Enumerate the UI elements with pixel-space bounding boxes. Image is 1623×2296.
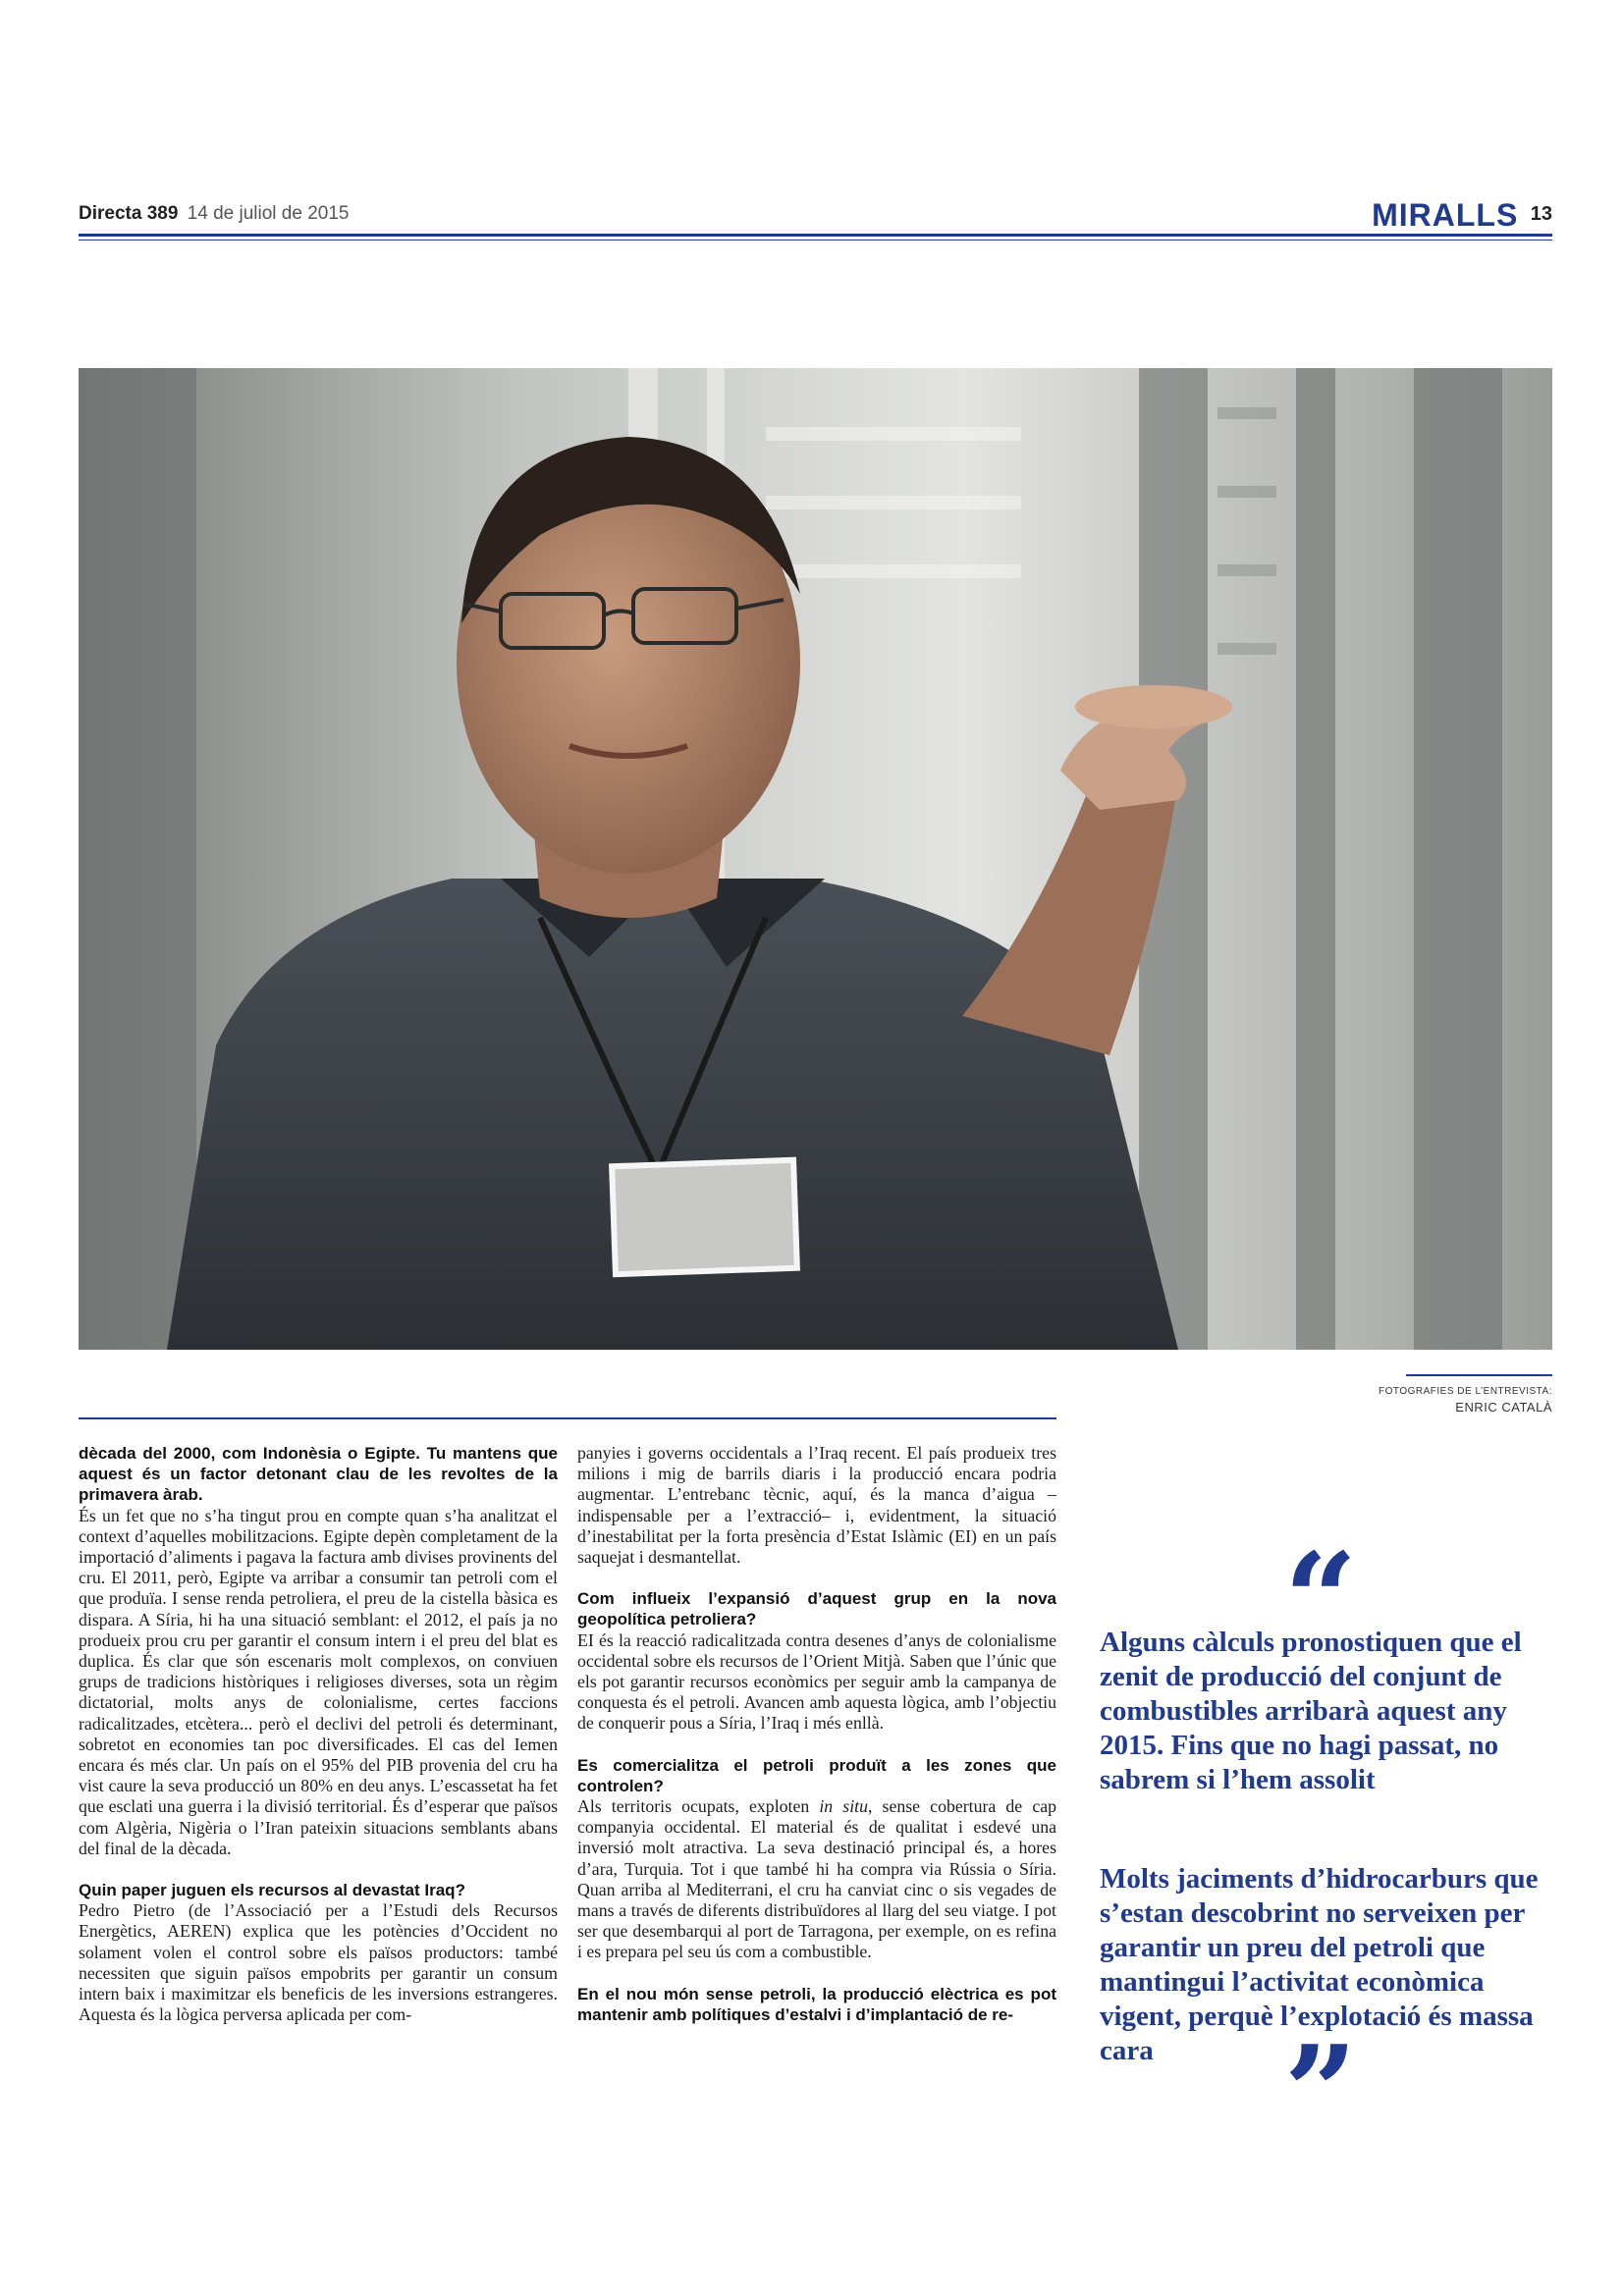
question-lead: dècada del 2000, com Indonèsia o Egipte. Tu mantens que aquest és un factor detonant clau de les revoltes de la primavera àrab. [79, 1444, 558, 1505]
answer-paragraph: EI és la reacció radicalitzada contra desenes d’anys de colonialisme occidental sobre els recursos de l’Orient Mitjà. Saben que l’únic que els pot garantir recursos econòmics per seguir amb la campanya de conquesta és el petroli. Avancen amb aquesta lògica, amb l’objectiu de conquerir pous a Síria, l’Iraq i més enllà. [577, 1629, 1056, 1734]
answer-paragraph: És un fet que no s’ha tingut prou en compte quan s’ha analitzat el context d’aquelles mobilitzacions. Egipte depèn completament de la importació d’aliments i pagava la factura amb divises provinents del cru. El 2011, però, Egipte va arribar a consumir tan petroli com el que produïa. I sense renda petroliera, el preu de la cistella bàsica es dispara. A Síria, hi ha una situació semblant: el 2012, el país ja no produeix prou cru per garantir el consum intern i el preu del blat es duplica. És clar que són escenaris molt complexos, on conviuen grups de tradicions històriques i religioses diverses, sota un règim dictatorial, molts anys de colonialisme, certes faccions radicalitzades, etcètera... però el declivi del petroli és determinant, sobretot en economies tan poc diversificades. El cas del Iemen encara és més clar. Un país on el 95% del PIB provenia del cru ha vist caure la seva producció un 80% en deu anys. L’escassetat ha fet que esclati una guerra i la divisió territorial. És d’esperar que països com Algèria, Nigèria o l’Iran pateixin situacions semblants abans del final de la dècada. [79, 1505, 558, 1858]
article-top-rule [79, 1417, 1056, 1419]
question-heading: En el nou món sense petroli, la producció elèctrica es pot mantenir amb polítiques d’estalvi i d’implantació de re- [577, 1984, 1056, 2024]
portrait-illustration [79, 368, 1552, 1350]
header-rule [79, 234, 1552, 237]
answer-text: , sense cobertura de cap companyia occidental. El material és de qualitat i esdevé una inversió molt atractiva. La seva destinació principal és, a hores d’ara, Turquia. Tot i que també hi ha compra via Rússia o Síria. Quan arriba al Mediterrani, el cru ha canviat cinc o sis vegades de mans a través de diferents distribuïdores al llarg del seu viatge. I pot ser que desembarqui al port de Tarragona, per exemple, on es refina i es prepara pel seu ús com a combustible. [577, 1796, 1056, 1962]
question-heading: Es comercialitza el petroli produït a les zones que controlen? [577, 1755, 1056, 1795]
open-quote-mark: “ [1283, 1524, 1358, 1675]
pull-quote-1: Alguns càlculs pronostiquen que el zenit de producció del conjunt de combustibles arribarà aquest any 2015. Fins que no hagi passat, no sabrem si l’hem assolit [1100, 1627, 1522, 1795]
issue-info [79, 203, 350, 225]
section-info [1372, 197, 1552, 234]
page-number: 13 [1530, 203, 1552, 225]
article-column-2 [577, 1443, 1056, 2025]
interview-photo [79, 368, 1552, 1350]
pull-quote-2: Molts jaciments d’hidrocarburs que s’estan descobrint no serveixen per garantir un preu del petroli que mantingui l’activitat econòmica vigent, perquè l’explotació és massa cara [1100, 1863, 1539, 2066]
article-column-1 [79, 1443, 558, 2025]
page-header [79, 197, 1552, 233]
question-heading: Quin paper juguen els recursos al devastat Iraq? [79, 1881, 465, 1900]
credit-label: FOTOGRAFIES DE L’ENTREVISTA: [1379, 1386, 1552, 1397]
photo-credit [1379, 1386, 1552, 1415]
answer-text: Als territoris ocupats, exploten [577, 1796, 820, 1817]
answer-emphasis: in situ [819, 1796, 868, 1817]
answer-paragraph [577, 1796, 1056, 1963]
answer-paragraph: Pedro Pietro (de l’Associació per a l’Estudi dels Recursos Energètics, AEREN) explica que les potències d’Occident no solament volen el control sobre els països productors: també necessiten que siguin països empobrits per garantir un consum intern baix i maximitzar els beneficis de les inversions estrangeres. Aquesta és la lògica perversa aplicada per com- [79, 1900, 558, 2025]
section-title: MIRALLS [1372, 197, 1519, 233]
publication-name: Directa 389 [79, 203, 179, 224]
answer-paragraph: panyies i governs occidentals a l’Iraq recent. El país produeix tres milions i mig de barrils diaris i la producció encara podria augmentar. L’entrebanc tècnic, aquí, és la manca d’aigua –indispensable per a l’extracció– i, evidentment, la situació d’inestabilitat per la forta presència d’Estat Islàmic (EI) en un país saquejat i desmantellat. [577, 1443, 1056, 1568]
credit-rule [1406, 1374, 1552, 1376]
question-heading: Com influeix l’expansió d’aquest grup en la nova geopolítica petroliera? [577, 1589, 1056, 1629]
credit-name: ENRIC CATALÀ [1455, 1400, 1552, 1415]
issue-date: 14 de juliol de 2015 [187, 203, 350, 224]
close-quote-mark: ” [1283, 2017, 1358, 2167]
